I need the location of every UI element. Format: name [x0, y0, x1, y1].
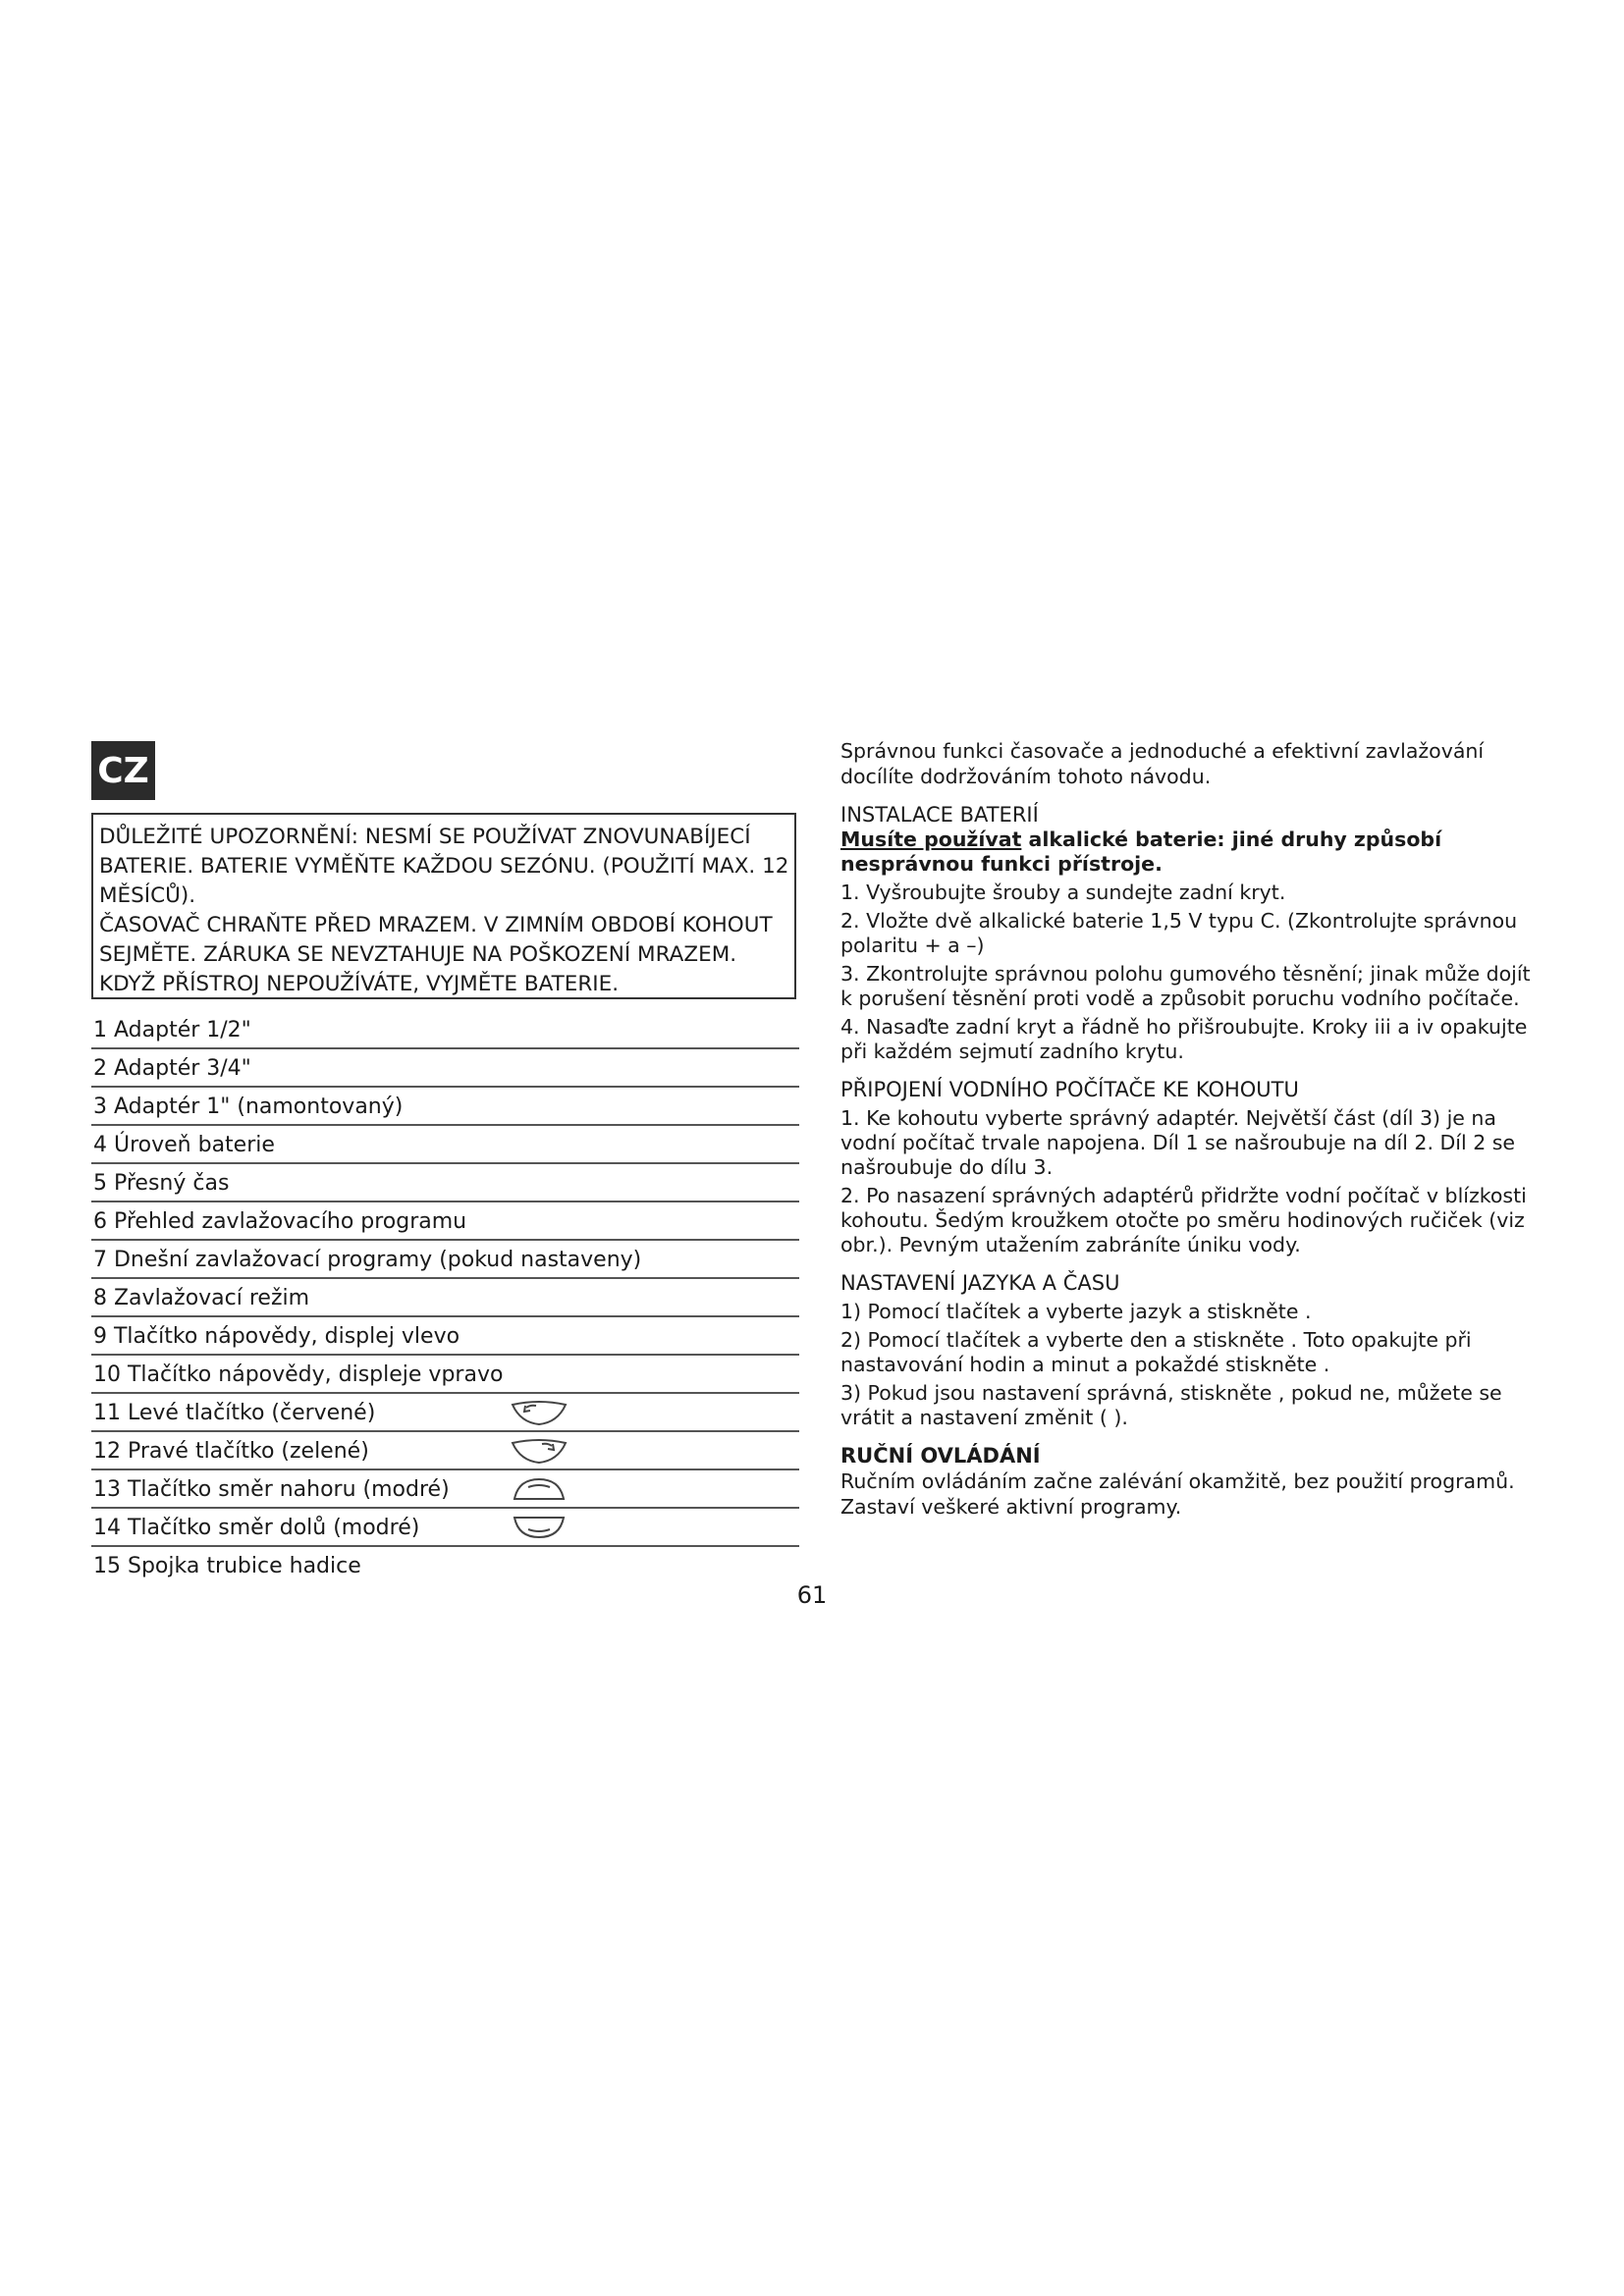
part-item: [91, 1011, 799, 1049]
part-item: [91, 1432, 799, 1470]
warning-box: [91, 813, 796, 999]
part-label: 9 Tlačítko nápovědy, displej vlevo: [93, 1324, 460, 1349]
language-step: 3) Pokud jsou nastavení správná, stiskněte , pokud ne, můžete se vrátit a nastavení změnit ( ).: [840, 1381, 1502, 1429]
battery-section-title: INSTALACE BATERIÍ: [840, 803, 1039, 827]
battery-step: 4. Nasaďte zadní kryt a řádně ho přišroubujte. Kroky iii a iv opakujte při každém sejmutí zadního krytu.: [840, 1015, 1528, 1063]
part-item: [91, 1547, 799, 1585]
language-step: 1) Pomocí tlačítek a vyberte jazyk a stiskněte .: [840, 1300, 1312, 1323]
part-label: 13 Tlačítko směr nahoru (modré): [93, 1477, 450, 1502]
part-label: 8 Zavlažovací režim: [93, 1286, 310, 1310]
battery-step: 1. Vyšroubujte šrouby a sundejte zadní kryt.: [840, 881, 1286, 904]
part-item: [91, 1356, 799, 1394]
manual-section-title: RUČNÍ OVLÁDÁNÍ: [840, 1444, 1041, 1468]
battery-step: 2. Vložte dvě alkalické baterie 1,5 V typu C. (Zkontrolujte správnou polaritu + a –): [840, 909, 1518, 957]
part-label: 2 Adaptér 3/4": [93, 1056, 251, 1081]
down-button-icon: [509, 1514, 569, 1541]
part-label: 4 Úroveň baterie: [93, 1133, 275, 1157]
warning-line: ČASOVAČ CHRAŇTE PŘED MRAZEM. V ZIMNÍM OBDOBÍ KOHOUT: [99, 913, 773, 937]
part-item: [91, 1088, 799, 1126]
part-label: 3 Adaptér 1" (namontovaný): [93, 1095, 404, 1119]
language-step: 2) Pomocí tlačítek a vyberte den a stiskněte . Toto opakujte při nastavování hodin a minut a pokaždé stiskněte .: [840, 1328, 1472, 1376]
part-label: 11 Levé tlačítko (červené): [93, 1401, 376, 1425]
part-item: [91, 1126, 799, 1164]
warning-line: BATERIE. BATERIE VYMĚŇTE KAŽDOU SEZÓNU. (POUŽITÍ MAX. 12: [99, 854, 789, 879]
part-label: 5 Přesný čas: [93, 1171, 230, 1196]
part-label: 6 Přehled zavlažovacího programu: [93, 1209, 467, 1234]
part-item: [91, 1470, 799, 1509]
part-item: [91, 1509, 799, 1547]
connect-section-title: PŘIPOJENÍ VODNÍHO POČÍTAČE KE KOHOUTU: [840, 1078, 1299, 1101]
part-label: 14 Tlačítko směr dolů (modré): [93, 1516, 420, 1540]
part-item: [91, 1164, 799, 1202]
part-item: [91, 1317, 799, 1356]
part-item: [91, 1049, 799, 1088]
page-number: 61: [796, 1581, 828, 1609]
part-item: [91, 1279, 799, 1317]
part-label: 12 Pravé tlačítko (zelené): [93, 1439, 369, 1464]
part-item: [91, 1394, 799, 1432]
warning-line: KDYŽ PŘÍSTROJ NEPOUŽÍVÁTE, VYJMĚTE BATERIE.: [99, 972, 620, 996]
warning-line: MĚSÍCŮ).: [99, 883, 196, 908]
connect-step: 1. Ke kohoutu vyberte správný adaptér. Největší část (díl 3) je na vodní počítač trvale napojena. Díl 1 se našroubuje na díl 2. Díl 2 se našroubuje do dílu 3.: [840, 1106, 1516, 1179]
language-section-title: NASTAVENÍ JAZYKA A ČASU: [840, 1271, 1120, 1295]
part-item: [91, 1202, 799, 1241]
left-button-icon: [509, 1399, 569, 1426]
battery-requirement: Musíte používat alkalické baterie: jiné druhy způsobí nesprávnou funkci přístroje.: [840, 828, 1442, 876]
part-label: 10 Tlačítko nápovědy, displeje vpravo: [93, 1362, 504, 1387]
part-item: [91, 1241, 799, 1279]
battery-step: 3. Zkontrolujte správnou polohu gumového těsnění; jinak může dojít k porušení těsnění proti vodě a způsobit poruchu vodního počítače.: [840, 962, 1531, 1010]
part-label: 1 Adaptér 1/2": [93, 1018, 251, 1042]
part-label: 7 Dnešní zavlažovací programy (pokud nastaveny): [93, 1248, 642, 1272]
up-button-icon: [509, 1475, 569, 1503]
warning-line: DŮLEŽITÉ UPOZORNĚNÍ: NESMÍ SE POUŽÍVAT ZNOVUNABÍJECÍ: [99, 825, 751, 849]
intro-text: Správnou funkci časovače a jednoduché a efektivní zavlažování docílíte dodržováním tohoto návodu.: [840, 739, 1485, 788]
language-badge: CZ: [91, 741, 155, 800]
part-label: 15 Spojka trubice hadice: [93, 1554, 361, 1578]
manual-text: Ručním ovládáním začne zalévání okamžitě, bez použití programů. Zastaví veškeré aktivní programy.: [840, 1469, 1515, 1519]
right-button-icon: [509, 1437, 569, 1465]
connect-step: 2. Po nasazení správných adaptérů přidržte vodní počítač v blízkosti kohoutu. Šedým kroužkem otočte po směru hodinových ručiček (viz obr.). Pevným utažením zabráníte úniku vody.: [840, 1184, 1527, 1256]
warning-line: SEJMĚTE. ZÁRUKA SE NEVZTAHUJE NA POŠKOZENÍ MRAZEM.: [99, 942, 737, 967]
instructions-column: [840, 738, 1540, 1520]
parts-list: [91, 1011, 799, 1585]
